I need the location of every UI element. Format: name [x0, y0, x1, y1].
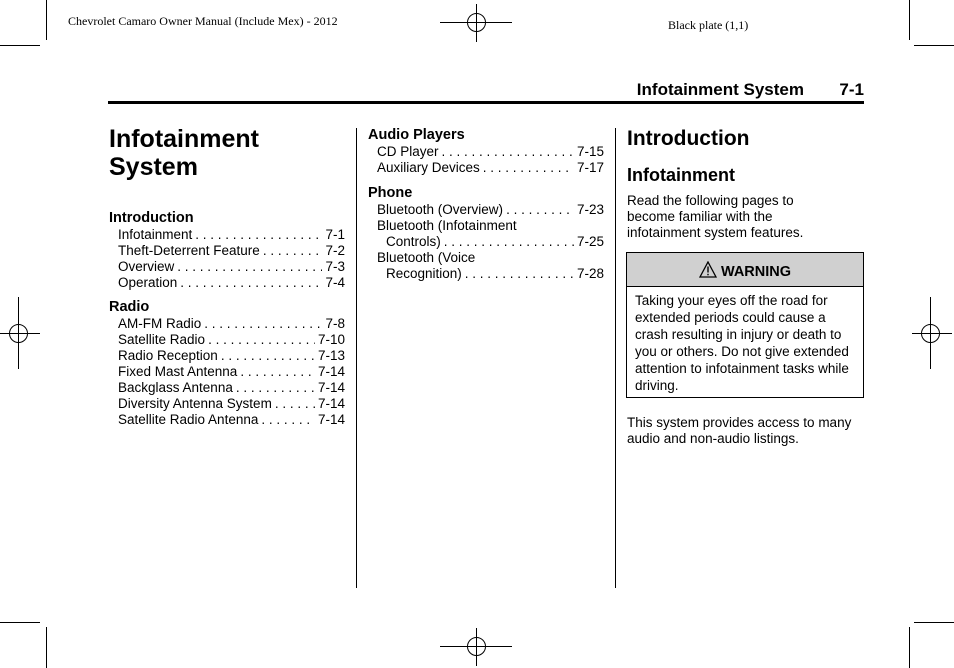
toc-column-1 [109, 210, 345, 428]
toc-entry[interactable]: Infotainment . . . 7-1 [109, 227, 345, 243]
warning-triangle-icon [699, 261, 717, 282]
crop-mark [909, 0, 910, 40]
toc-entry[interactable]: Theft-Deterrent Feature . . . 7-2 [109, 243, 345, 259]
toc-entry[interactable]: Bluetooth (Overview) . . . 7-23 [368, 202, 604, 218]
page-number: 7-1 [839, 80, 864, 99]
registration-mark-right [912, 297, 952, 369]
toc-entry-line[interactable]: Bluetooth (Voice [377, 250, 476, 265]
toc-entry[interactable]: Fixed Mast Antenna . . . 7-14 [109, 364, 345, 380]
crop-mark [46, 0, 47, 40]
toc-heading: Radio [109, 299, 150, 315]
toc-heading: Introduction [109, 210, 194, 226]
toc-entry[interactable]: Radio Reception . . . 7-13 [109, 348, 345, 364]
toc-entry[interactable]: Recognition) . . . 7-28 [368, 266, 604, 282]
toc-entry[interactable]: Diversity Antenna System . . . 7-14 [109, 396, 345, 412]
crop-mark [909, 627, 910, 668]
subsection-heading: Infotainment [627, 165, 735, 185]
toc-entry[interactable]: Backglass Antenna . . . 7-14 [109, 380, 345, 396]
crop-mark [0, 622, 40, 623]
crop-mark [46, 627, 47, 668]
running-head [108, 80, 864, 100]
chapter-title: Infotainment System [109, 125, 259, 181]
toc-entry[interactable]: Satellite Radio . . . 7-10 [109, 332, 345, 348]
print-header-left: Chevrolet Camaro Owner Manual (Include Mex) - 2012 [68, 14, 338, 28]
warning-box [626, 252, 864, 398]
column-divider [356, 128, 357, 588]
toc-entry[interactable]: Satellite Radio Antenna . . . 7-14 [109, 412, 345, 428]
toc-entry[interactable]: Controls) . . . 7-25 [368, 234, 604, 250]
column-divider [615, 128, 616, 588]
toc-column-2 [368, 127, 604, 282]
registration-mark-bottom [440, 628, 512, 666]
section-heading: Introduction [627, 127, 750, 150]
toc-entry[interactable]: Auxiliary Devices . . . 7-17 [368, 160, 604, 176]
crop-mark [914, 45, 954, 46]
registration-mark-left [0, 297, 40, 369]
running-head-section: Infotainment System [636, 80, 804, 99]
toc-entry[interactable]: Operation . . . 7-4 [109, 275, 345, 291]
toc-heading: Audio Players [368, 127, 465, 143]
crop-mark [0, 45, 40, 46]
print-header-right: Black plate (1,1) [668, 18, 749, 32]
toc-entry-line[interactable]: Bluetooth (Infotainment [377, 218, 517, 233]
registration-mark-top [440, 4, 512, 42]
intro-paragraph: Read the following pages to become familiar with the infotainment system features. [627, 193, 804, 240]
toc-entry[interactable]: AM-FM Radio . . . 7-8 [109, 316, 345, 332]
toc-entry[interactable]: Overview . . . 7-3 [109, 259, 345, 275]
warning-label: WARNING [720, 264, 792, 280]
system-paragraph: This system provides access to many audio and non-audio listings. [627, 415, 852, 446]
warning-text: Taking your eyes off the road for extended periods could cause a crash resulting in injury or death to you or others. Do not give extended attention to infotainment tasks while driving. [635, 293, 849, 393]
header-rule [108, 101, 864, 104]
toc-entry[interactable]: CD Player . . . 7-15 [368, 144, 604, 160]
warning-header [627, 253, 863, 287]
crop-mark [914, 622, 954, 623]
toc-heading: Phone [368, 185, 413, 201]
